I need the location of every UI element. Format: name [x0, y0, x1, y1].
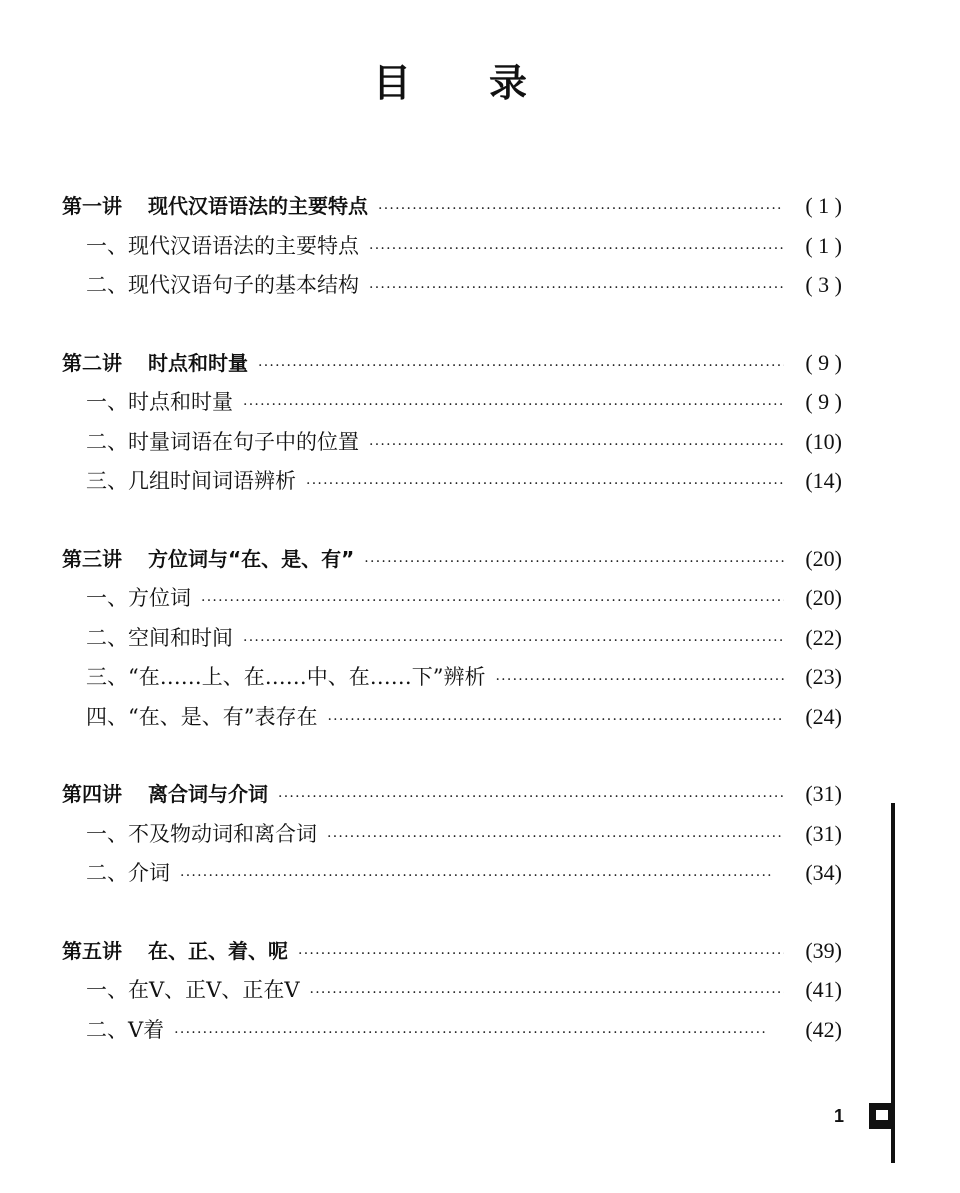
- dot-leader: [369, 269, 784, 309]
- dot-leader: [306, 465, 784, 505]
- page-ref: (39): [805, 937, 842, 963]
- chapter-number: 第五讲: [62, 938, 122, 963]
- page-ref: (31): [805, 781, 842, 806]
- entry-label: 二、时量词语在句子中的位置: [86, 429, 359, 454]
- dot-leader: [369, 230, 784, 270]
- entry-label: 一、不及物动词和离合词: [86, 821, 317, 846]
- toc-sub-entry[interactable]: [62, 1010, 842, 1050]
- page-ref: (14): [805, 468, 842, 493]
- dot-leader: [258, 347, 784, 387]
- toc-chapter-entry[interactable]: [62, 186, 842, 226]
- page-ref: (42): [805, 1016, 842, 1042]
- page-ref: (24): [805, 703, 842, 729]
- toc-sub-entry[interactable]: [62, 970, 842, 1010]
- page-ref: ( 3 ): [805, 272, 842, 297]
- table-of-contents: [62, 186, 842, 1087]
- toc-sub-entry[interactable]: [62, 814, 842, 854]
- page-ref: (20): [805, 545, 842, 571]
- dot-leader: [364, 543, 784, 583]
- page-ref: (20): [805, 585, 842, 610]
- page-ref: (31): [805, 820, 842, 846]
- entry-label: 一、在V、正V、正在V: [86, 978, 300, 1002]
- entry-label: 一、时点和时量: [86, 390, 233, 414]
- chapter-title: 时点和时量: [148, 350, 248, 375]
- toc-sub-entry[interactable]: [62, 853, 842, 893]
- toc-sub-entry[interactable]: [62, 697, 842, 737]
- page-ref: (22): [805, 624, 842, 650]
- dot-leader: [310, 974, 785, 1014]
- toc-sub-entry[interactable]: [62, 461, 842, 501]
- page-ref: (10): [805, 428, 842, 454]
- entry-label: 三、几组时间词语辨析: [86, 469, 296, 493]
- toc-sub-entry[interactable]: [62, 422, 842, 462]
- page-ref: ( 1 ): [805, 193, 842, 218]
- toc-chapter-entry[interactable]: [62, 774, 842, 814]
- chapter-title: 在、正、着、呢: [148, 938, 288, 963]
- dot-leader: [495, 661, 784, 701]
- dot-leader: [180, 857, 784, 897]
- chapter-title: 方位词与“在、是、有”: [148, 546, 355, 571]
- toc-section-3: [62, 539, 842, 737]
- page-ref: (23): [805, 664, 842, 689]
- toc-section-1: [62, 186, 842, 305]
- toc-chapter-entry[interactable]: [62, 931, 842, 971]
- toc-chapter-entry[interactable]: [62, 539, 842, 579]
- dot-leader: [369, 426, 784, 466]
- toc-sub-entry[interactable]: [62, 657, 842, 697]
- toc-sub-entry[interactable]: [62, 226, 842, 266]
- toc-section-5: [62, 931, 842, 1050]
- entry-label: 二、介词: [86, 861, 170, 885]
- dot-leader: [201, 582, 784, 622]
- dot-leader: [278, 778, 784, 818]
- entry-label: 二、V着: [86, 1017, 165, 1042]
- toc-sub-entry[interactable]: [62, 382, 842, 422]
- page-title: [0, 52, 900, 107]
- dot-leader: [327, 701, 784, 741]
- toc-section-4: [62, 774, 842, 893]
- page-ref: (41): [805, 977, 842, 1002]
- title-char-2: 录: [489, 61, 528, 105]
- entry-label: 三、“在……上、在……中、在……下”辨析: [86, 665, 486, 689]
- chapter-number: 第三讲: [62, 546, 122, 571]
- page-ref: (34): [805, 860, 842, 885]
- chapter-title: 离合词与介词: [148, 782, 268, 806]
- chapter-number: 第四讲: [62, 782, 122, 806]
- entry-label: 二、空间和时间: [86, 625, 233, 650]
- toc-sub-entry[interactable]: [62, 265, 842, 305]
- entry-label: 一、方位词: [86, 586, 191, 610]
- dot-leader: [378, 190, 784, 230]
- toc-section-2: [62, 343, 842, 501]
- title-char-1: 目: [372, 61, 411, 105]
- entry-label: 一、现代汉语语法的主要特点: [86, 233, 359, 258]
- toc-sub-entry[interactable]: [62, 578, 842, 618]
- entry-label: 四、“在、是、有”表存在: [86, 704, 318, 729]
- dot-leader: [243, 622, 784, 662]
- dot-leader: [243, 386, 784, 426]
- chapter-number: 第二讲: [62, 350, 122, 375]
- page-ref: ( 1 ): [805, 232, 842, 258]
- toc-chapter-entry[interactable]: [62, 343, 842, 383]
- entry-label: 二、现代汉语句子的基本结构: [86, 273, 359, 297]
- chapter-number: 第一讲: [62, 194, 122, 218]
- toc-sub-entry[interactable]: [62, 618, 842, 658]
- page-ref: ( 9 ): [805, 349, 842, 375]
- page-ref: ( 9 ): [805, 389, 842, 414]
- page-number: 1: [834, 1106, 845, 1126]
- dot-leader: [327, 818, 784, 858]
- dot-leader: [174, 1014, 784, 1054]
- chapter-title: 现代汉语语法的主要特点: [148, 194, 368, 218]
- page-edge-tab-marker: [869, 1103, 895, 1129]
- dot-leader: [298, 935, 784, 975]
